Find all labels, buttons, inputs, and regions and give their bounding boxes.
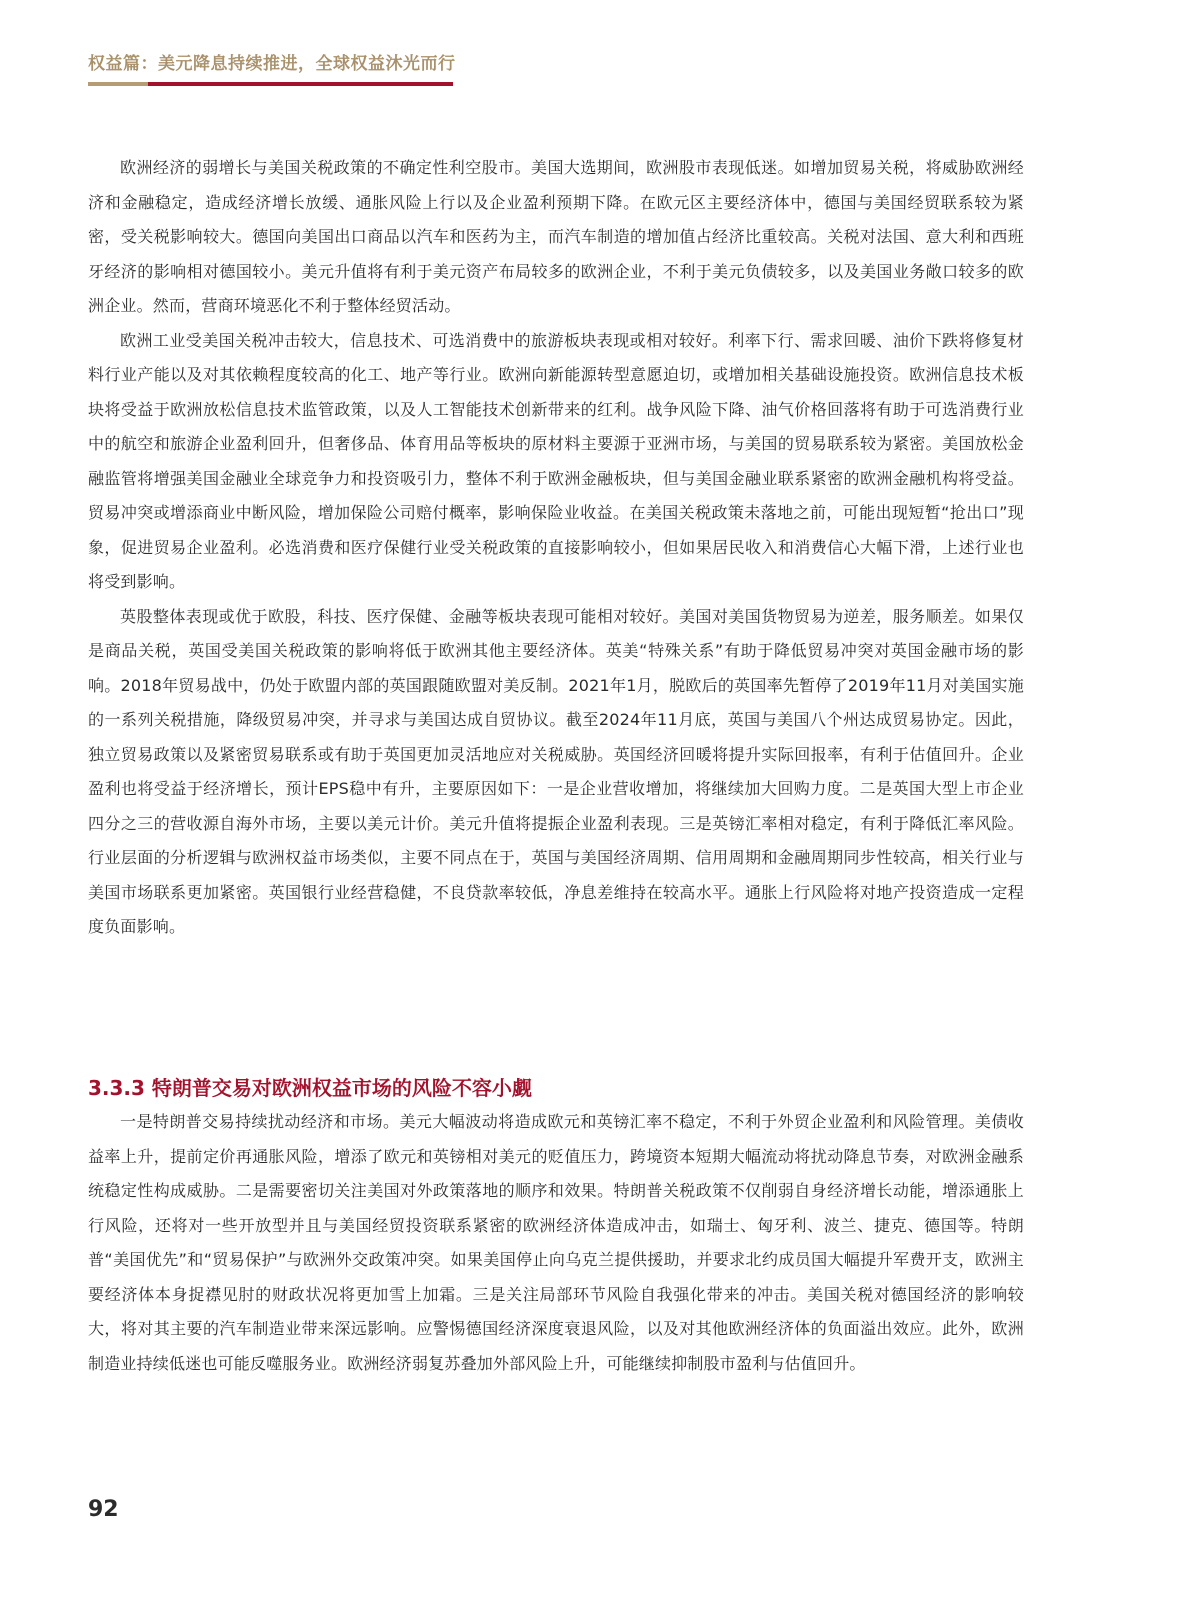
page-number: 92 xyxy=(88,1497,119,1522)
header-rule xyxy=(88,82,453,86)
paragraph-uk-equities: 英股整体表现或优于欧股，科技、医疗保健、金融等板块表现可能相对较好。美国对美国货物贸易为逆差，服务顺差。如果仅是商品关税，英国受美国关税政策的影响将低于欧洲其他主要经济体。英美“特殊关系”有助于降低贸易冲突对英国金融市场的影响。2018年贸易战中，仍处于欧盟内部的英国跟随欧盟对美反制。2021年1月，脱欧后的英国率先暂停了2019年11月对美国实施的一系列关税措施，降级贸易冲突，并寻求与美国达成自贸协议。截至2024年11月底，英国与美国八个州达成贸易协定。因此，独立贸易政策以及紧密贸易联系或有助于英国更加灵活地应对关税威胁。英国经济回暖将提升实际回报率，有利于估值回升。企业盈利也将受益于经济增长，预计EPS稳中有升，主要原因如下：一是企业营收增加，将继续加大回购力度。二是英国大型上市企业四分之三的营收源自海外市场，主要以美元计价。美元升值将提振企业盈利表现。三是英镑汇率相对稳定，有利于降低汇率风险。行业层面的分析逻辑与欧洲权益市场类似，主要不同点在于，英国与美国经济周期、信用周期和金融周期同步性较高，相关行业与美国市场联系更加紧密。英国银行业经营稳健，不良贷款率较低，净息差维持在较高水平。通胀上行风险将对地产投资造成一定程度负面影响。 xyxy=(88,606,1024,936)
body-text xyxy=(88,151,1024,945)
section-body-text xyxy=(88,1105,1024,1381)
running-header xyxy=(88,50,488,86)
paragraph-europe-growth: 欧洲经济的弱增长与美国关税政策的不确定性利空股市。美国大选期间，欧洲股市表现低迷。如增加贸易关税，将威胁欧洲经济和金融稳定，造成经济增长放缓、通胀风险上行以及企业盈利预期下降。在欧元区主要经济体中，德国与美国经贸联系较为紧密，受关税影响较大。德国向美国出口商品以汽车和医药为主，而汽车制造的增加值占经济比重较高。关税对法国、意大利和西班牙经济的影响相对德国较小。美元升值将有利于美元资产布局较多的欧洲企业，不利于美元负债较多，以及美国业务敞口较多的欧洲企业。然而，营商环境恶化不利于整体经贸活动。 xyxy=(88,158,1024,315)
header-title: 权益篇：美元降息持续推进，全球权益沐光而行 xyxy=(88,54,456,74)
paragraph-trump-trade-risks: 一是特朗普交易持续扰动经济和市场。美元大幅波动将造成欧元和英镑汇率不稳定，不利于外贸企业盈利和风险管理。美债收益率上升，提前定价再通胀风险，增添了欧元和英镑相对美元的贬值压力，跨境资本短期大幅流动将扰动降息节奏，对欧洲金融系统稳定性构成威胁。二是需要密切关注美国对外政策落地的顺序和效果。特朗普关税政策不仅削弱自身经济增长动能，增添通胀上行风险，还将对一些开放型并且与美国经贸投资联系紧密的欧洲经济体造成冲击，如瑞士、匈牙利、波兰、捷克、德国等。特朗普“美国优先”和“贸易保护”与欧洲外交政策冲突。如果美国停止向乌克兰提供援助，并要求北约成员国大幅提升军费开支，欧洲主要经济体本身捉襟见肘的财政状况将更加雪上加霜。三是关注局部环节风险自我强化带来的冲击。美国关税对德国经济的影响较大，将对其主要的汽车制造业带来深远影响。应警惕德国经济深度衰退风险，以及对其他欧洲经济体的负面溢出效应。此外，欧洲制造业持续低迷也可能反噬服务业。欧洲经济弱复苏叠加外部风险上升，可能继续抑制股市盈利与估值回升。 xyxy=(88,1112,1024,1373)
header-rule-gold-segment xyxy=(88,82,148,86)
section-heading: 3.3.3 特朗普交易对欧洲权益市场的风险不容小觑 xyxy=(88,1076,532,1100)
header-rule-red-segment xyxy=(148,82,453,86)
paragraph-europe-sectors: 欧洲工业受美国关税冲击较大，信息技术、可选消费中的旅游板块表现或相对较好。利率下行、需求回暖、油价下跌将修复材料行业产能以及对其依赖程度较高的化工、地产等行业。欧洲向新能源转型意愿迫切，或增加相关基础设施投资。欧洲信息技术板块将受益于欧洲放松信息技术监管政策，以及人工智能技术创新带来的红利。战争风险下降、油气价格回落将有助于可选消费行业中的航空和旅游企业盈利回升，但奢侈品、体育用品等板块的原材料主要源于亚洲市场，与美国的贸易联系较为紧密。美国放松金融监管将增强美国金融业全球竞争力和投资吸引力，整体不利于欧洲金融板块，但与美国金融业联系紧密的欧洲金融机构将受益。贸易冲突或增添商业中断风险，增加保险公司赔付概率，影响保险业收益。在美国关税政策未落地之前，可能出现短暂“抢出口”现象，促进贸易企业盈利。必选消费和医疗保健行业受关税政策的直接影响较小，但如果居民收入和消费信心大幅下滑，上述行业也将受到影响。 xyxy=(88,330,1024,591)
